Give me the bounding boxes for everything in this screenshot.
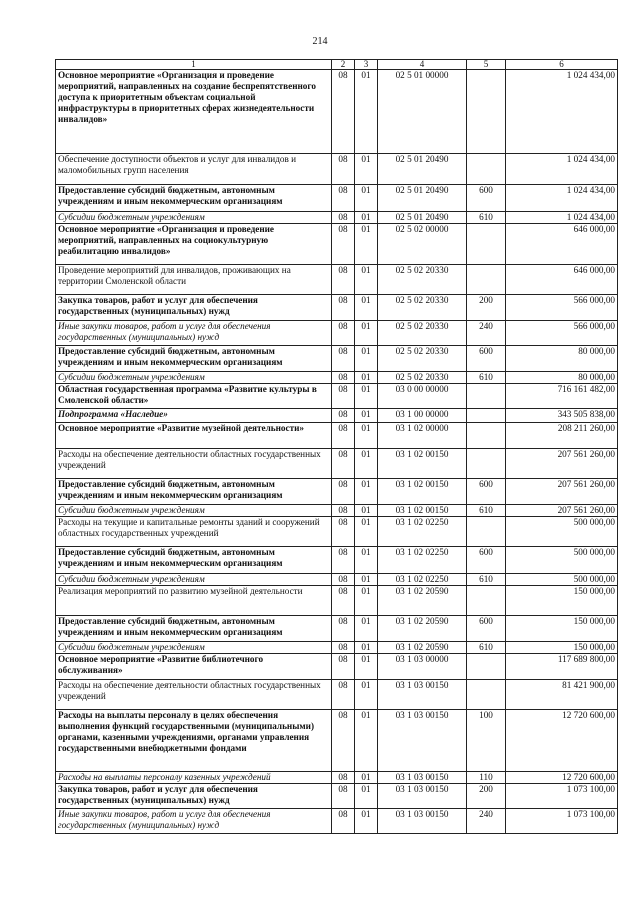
amount-cell: 566 000,00 [506,321,618,346]
item-name-cell: Иные закупки товаров, работ и услуг для обеспечения государственных (муниципальных) нужд [56,321,332,346]
item-name-cell: Предоставление субсидий бюджетным, автономным учреждениям и иным некоммерческим организациям [56,185,332,212]
expense-type-cell: 610 [467,505,506,517]
amount-cell: 1 073 100,00 [506,809,618,834]
amount-cell: 1 024 434,00 [506,154,618,185]
page-number: 214 [312,36,328,47]
expense-type-cell [467,265,506,295]
amount-cell: 80 000,00 [506,372,618,384]
item-name-cell: Основное мероприятие «Развитие музейной деятельности» [56,423,332,449]
item-name-cell: Предоставление субсидий бюджетным, автономным учреждениям и иным некоммерческим организациям [56,547,332,574]
amount-cell: 646 000,00 [506,224,618,265]
subsection-code-cell: 01 [355,809,378,834]
section-code-cell: 08 [332,517,355,547]
subsection-code-cell: 01 [355,372,378,384]
column-header: 3 [355,60,378,70]
amount-cell: 566 000,00 [506,295,618,321]
target-article-cell: 02 5 02 20330 [378,295,467,321]
table-row [56,809,618,834]
expense-type-cell: 200 [467,784,506,809]
item-name-cell: Предоставление субсидий бюджетным, автономным учреждениям и иным некоммерческим организациям [56,616,332,642]
expense-type-cell [467,586,506,616]
target-article-cell: 02 5 01 20490 [378,212,467,224]
target-article-cell: 03 1 02 00000 [378,423,467,449]
subsection-code-cell: 01 [355,154,378,185]
table-row [56,586,618,616]
subsection-code-cell: 01 [355,295,378,321]
target-article-cell: 03 1 02 02250 [378,547,467,574]
column-header: 5 [467,60,506,70]
target-article-cell: 02 5 02 20330 [378,372,467,384]
expense-type-cell: 240 [467,809,506,834]
section-code-cell: 08 [332,70,355,154]
amount-cell: 117 689 800,00 [506,654,618,680]
expense-type-cell: 600 [467,547,506,574]
item-name-cell: Проведение мероприятий для инвалидов, проживающих на территории Смоленской области [56,265,332,295]
item-name-cell: Реализация мероприятий по развитию музейной деятельности [56,586,332,616]
expense-type-cell: 610 [467,372,506,384]
item-name-cell: Расходы на выплаты персоналу казенных учреждений [56,772,332,784]
target-article-cell: 03 1 03 00000 [378,654,467,680]
subsection-code-cell: 01 [355,586,378,616]
table-row [56,409,618,423]
item-name-cell: Предоставление субсидий бюджетным, автономным учреждениям и иным некоммерческим организациям [56,346,332,372]
item-name-cell: Субсидии бюджетным учреждениям [56,574,332,586]
expense-type-cell: 610 [467,212,506,224]
section-code-cell: 08 [332,784,355,809]
section-code-cell: 08 [332,574,355,586]
expense-type-cell: 610 [467,642,506,654]
table-row [56,423,618,449]
item-name-cell: Закупка товаров, работ и услуг для обеспечения государственных (муниципальных) нужд [56,295,332,321]
section-code-cell: 08 [332,212,355,224]
amount-cell: 343 505 838,00 [506,409,618,423]
expense-type-cell [467,680,506,710]
column-header: 4 [378,60,467,70]
subsection-code-cell: 01 [355,616,378,642]
section-code-cell: 08 [332,586,355,616]
table-row [56,547,618,574]
amount-cell: 1 073 100,00 [506,784,618,809]
section-code-cell: 08 [332,449,355,479]
item-name-cell: Иные закупки товаров, работ и услуг для обеспечения государственных (муниципальных) нужд [56,809,332,834]
subsection-code-cell: 01 [355,224,378,265]
amount-cell: 716 161 482,00 [506,384,618,409]
amount-cell: 1 024 434,00 [506,185,618,212]
expense-type-cell: 200 [467,295,506,321]
expense-type-cell: 600 [467,346,506,372]
amount-cell: 12 720 600,00 [506,710,618,772]
target-article-cell: 03 1 00 00000 [378,409,467,423]
column-header: 1 [56,60,332,70]
table-row [56,372,618,384]
amount-cell: 80 000,00 [506,346,618,372]
section-code-cell: 08 [332,772,355,784]
table-row [56,505,618,517]
item-name-cell: Основное мероприятие «Организация и проведение мероприятий, направленных на создание беспрепятственного доступа к приоритетным объектам социальной инфраструктуры в приоритетных сферах жизнедеятельности инвалидов» [56,70,332,154]
expense-type-cell [467,409,506,423]
section-code-cell: 08 [332,372,355,384]
target-article-cell: 02 5 01 20490 [378,185,467,212]
amount-cell: 646 000,00 [506,265,618,295]
subsection-code-cell: 01 [355,212,378,224]
amount-cell: 150 000,00 [506,586,618,616]
item-name-cell: Субсидии бюджетным учреждениям [56,505,332,517]
column-header: 2 [332,60,355,70]
amount-cell: 207 561 260,00 [506,479,618,505]
item-name-cell: Субсидии бюджетным учреждениям [56,212,332,224]
target-article-cell: 03 1 02 00150 [378,449,467,479]
table-row [56,321,618,346]
target-article-cell: 02 5 02 00000 [378,224,467,265]
section-code-cell: 08 [332,185,355,212]
table-row [56,517,618,547]
subsection-code-cell: 01 [355,70,378,154]
table-row [56,224,618,265]
subsection-code-cell: 01 [355,346,378,372]
table-row [56,710,618,772]
item-name-cell: Основное мероприятие «Организация и проведение мероприятий, направленных на социокультурную реабилитацию инвалидов» [56,224,332,265]
target-article-cell: 03 1 03 00150 [378,784,467,809]
section-code-cell: 08 [332,346,355,372]
target-article-cell: 03 0 00 00000 [378,384,467,409]
item-name-cell: Субсидии бюджетным учреждениям [56,372,332,384]
subsection-code-cell: 01 [355,505,378,517]
target-article-cell: 03 1 02 00150 [378,479,467,505]
expense-type-cell: 240 [467,321,506,346]
subsection-code-cell: 01 [355,710,378,772]
table-row [56,654,618,680]
item-name-cell: Предоставление субсидий бюджетным, автономным учреждениям и иным некоммерческим организациям [56,479,332,505]
expense-type-cell: 100 [467,710,506,772]
item-name-cell: Расходы на обеспечение деятельности областных государственных учреждений [56,449,332,479]
section-code-cell: 08 [332,710,355,772]
table-row [56,265,618,295]
target-article-cell: 03 1 02 20590 [378,586,467,616]
target-article-cell: 02 5 01 00000 [378,70,467,154]
table-row [56,479,618,505]
expense-type-cell [467,154,506,185]
section-code-cell: 08 [332,642,355,654]
item-name-cell: Расходы на выплаты персоналу в целях обеспечения выполнения функций государственными (муниципальными) органами, казенными учреждениями, органами управления государственными внебюджетными фондами [56,710,332,772]
table-row [56,784,618,809]
subsection-code-cell: 01 [355,449,378,479]
subsection-code-cell: 01 [355,321,378,346]
table-row [56,772,618,784]
table-row [56,384,618,409]
expense-type-cell: 600 [467,616,506,642]
subsection-code-cell: 01 [355,772,378,784]
amount-cell: 81 421 900,00 [506,680,618,710]
amount-cell: 150 000,00 [506,616,618,642]
section-code-cell: 08 [332,547,355,574]
target-article-cell: 03 1 03 00150 [378,680,467,710]
item-name-cell: Закупка товаров, работ и услуг для обеспечения государственных (муниципальных) нужд [56,784,332,809]
item-name-cell: Расходы на обеспечение деятельности областных государственных учреждений [56,680,332,710]
table-row [56,642,618,654]
expense-type-cell [467,423,506,449]
section-code-cell: 08 [332,409,355,423]
target-article-cell: 03 1 02 00150 [378,505,467,517]
section-code-cell: 08 [332,423,355,449]
amount-cell: 12 720 600,00 [506,772,618,784]
target-article-cell: 02 5 01 20490 [378,154,467,185]
column-header-row [56,60,618,70]
section-code-cell: 08 [332,505,355,517]
subsection-code-cell: 01 [355,547,378,574]
target-article-cell: 03 1 02 20590 [378,616,467,642]
subsection-code-cell: 01 [355,574,378,586]
amount-cell: 500 000,00 [506,574,618,586]
item-name-cell: Расходы на текущие и капитальные ремонты зданий и сооружений областных государственных учреждений [56,517,332,547]
subsection-code-cell: 01 [355,185,378,212]
subsection-code-cell: 01 [355,680,378,710]
subsection-code-cell: 01 [355,384,378,409]
target-article-cell: 03 1 02 02250 [378,517,467,547]
table-row [56,346,618,372]
table-row [56,680,618,710]
section-code-cell: 08 [332,680,355,710]
table-row [56,212,618,224]
target-article-cell: 03 1 03 00150 [378,809,467,834]
section-code-cell: 08 [332,224,355,265]
amount-cell: 207 561 260,00 [506,449,618,479]
target-article-cell: 03 1 03 00150 [378,772,467,784]
item-name-cell: Основное мероприятие «Развитие библиотечного обслуживания» [56,654,332,680]
amount-cell: 1 024 434,00 [506,212,618,224]
item-name-cell: Обеспечение доступности объектов и услуг для инвалидов и маломобильных групп населения [56,154,332,185]
amount-cell: 150 000,00 [506,642,618,654]
target-article-cell: 03 1 02 02250 [378,574,467,586]
table-row [56,449,618,479]
item-name-cell: Подпрограмма «Наследие» [56,409,332,423]
table-row [56,295,618,321]
section-code-cell: 08 [332,384,355,409]
expense-type-cell: 600 [467,185,506,212]
amount-cell: 500 000,00 [506,517,618,547]
budget-table [55,59,618,834]
target-article-cell: 03 1 02 20590 [378,642,467,654]
expense-type-cell [467,517,506,547]
expense-type-cell: 610 [467,574,506,586]
expense-type-cell [467,449,506,479]
section-code-cell: 08 [332,616,355,642]
target-article-cell: 02 5 02 20330 [378,346,467,372]
target-article-cell: 02 5 02 20330 [378,321,467,346]
section-code-cell: 08 [332,265,355,295]
expense-type-cell [467,384,506,409]
table-row [56,154,618,185]
table-row [56,574,618,586]
amount-cell: 208 211 260,00 [506,423,618,449]
section-code-cell: 08 [332,654,355,680]
item-name-cell: Субсидии бюджетным учреждениям [56,642,332,654]
subsection-code-cell: 01 [355,517,378,547]
amount-cell: 500 000,00 [506,547,618,574]
subsection-code-cell: 01 [355,479,378,505]
expense-type-cell: 110 [467,772,506,784]
section-code-cell: 08 [332,809,355,834]
subsection-code-cell: 01 [355,409,378,423]
section-code-cell: 08 [332,321,355,346]
target-article-cell: 02 5 02 20330 [378,265,467,295]
subsection-code-cell: 01 [355,654,378,680]
expense-type-cell: 600 [467,479,506,505]
section-code-cell: 08 [332,295,355,321]
expense-type-cell [467,70,506,154]
section-code-cell: 08 [332,479,355,505]
subsection-code-cell: 01 [355,423,378,449]
amount-cell: 1 024 434,00 [506,70,618,154]
target-article-cell: 03 1 03 00150 [378,710,467,772]
expense-type-cell [467,224,506,265]
table-row [56,70,618,154]
table-row [56,185,618,212]
subsection-code-cell: 01 [355,784,378,809]
subsection-code-cell: 01 [355,642,378,654]
subsection-code-cell: 01 [355,265,378,295]
section-code-cell: 08 [332,154,355,185]
expense-type-cell [467,654,506,680]
amount-cell: 207 561 260,00 [506,505,618,517]
column-header: 6 [506,60,618,70]
item-name-cell: Областная государственная программа «Развитие культуры в Смоленской области» [56,384,332,409]
table-row [56,616,618,642]
